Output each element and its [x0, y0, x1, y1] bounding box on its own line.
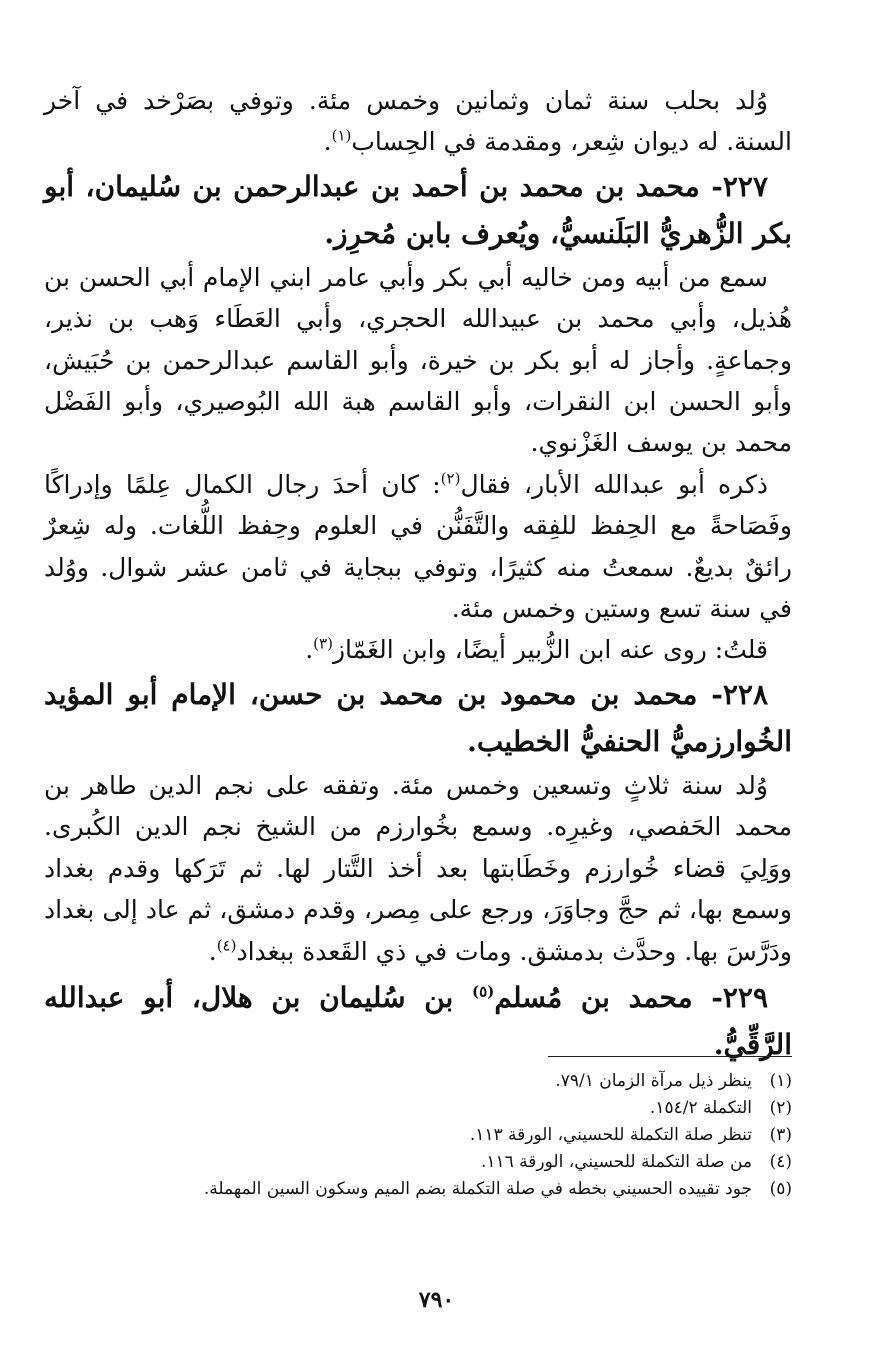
footnote-text: ينظر ذيل مرآة الزمان ٧٩/١.: [555, 1071, 752, 1091]
footnote-text: التكملة ١٥٤/٢.: [649, 1098, 752, 1118]
footnote-ref-3[interactable]: (٣): [313, 635, 333, 654]
paragraph-abbar-quote: [44, 464, 792, 630]
paragraph-biography-228: [44, 765, 792, 972]
paragraph-text: .: [208, 936, 217, 966]
footnote-number: (٤): [769, 1152, 792, 1172]
paragraph-text: ذكره أبو عبدالله الأبار، فقال: [460, 469, 768, 499]
main-text: [44, 80, 792, 1068]
entry-heading-229: [44, 974, 792, 1068]
entry-heading-228: ٢٢٨- محمد بن محمود بن محمد بن حسن، الإمام أبو المؤيد الخُوارزميُّ الحنفيُّ الخطيب.: [44, 677, 792, 758]
heading-text: ٢٢٩- محمد بن مُسلم: [494, 980, 769, 1014]
footnote-text: من صلة التكملة للحسيني، الورقة ١١٦.: [480, 1152, 752, 1172]
paragraph-teachers: سمع من أبيه ومن خاليه أبي بكر وأبي عامر ابني الإمام أبي الحسن بن هُذيل، وأبي محمد بن عبيدالله الحجري، وأبي العَطَاء وَهب بن نذير، وجماعةٍ. وأجاز له أبو بكر بن خيرة، وأبو القاسم عبدالرحمن بن حُبَيش، وأبو الحسن ابن النقرات، وأبو القاسم هبة الله البُوصيري، وأبو الفَضْل محمد بن يوسف الغَزْنوي.: [44, 262, 792, 458]
footnote-ref-4[interactable]: (٤): [216, 936, 237, 955]
paragraph-text: وُلد سنة ثلاثٍ وتسعين وخمس مئة. وتفقه على نجم الدين طاهر بن محمد الحَفصي، وغيرِه. وسمع بخُوارزم من الشيخ نجم الدين الكُبرى. ووَلِيَ قضاء خُوارزم وخَطَابتها بعد أخذ التَّتار لها. ثم تَرَكها وقدم بغداد وسمع بها، ثم حجَّ وجاوَرَ، ورجع على مِصر، وقدم دمشق، ثم عاد إلى بغداد ودَرَّسَ بها. وحدَّث بدمشق. ومات في ذي القَعدة ببغداد: [44, 770, 792, 966]
heading-text: بن سُليمان بن هلال، أبو عبدالله الرَّقِّيُّ.: [44, 980, 792, 1061]
page-number: ٧٩٠: [418, 1287, 455, 1313]
footnote-number: (٥): [769, 1179, 792, 1199]
footnote-ref-2[interactable]: (٢): [440, 469, 461, 488]
paragraph-text: قلتُ: روى عنه ابن الزُّبير أيضًا، وابن الغَمّاز: [332, 635, 768, 665]
footnote-item: [72, 1149, 792, 1176]
paragraph-birth-death: وُلد بحلب سنة ثمان وثمانين وخمس مئة. وتوفي بصَرْخد في آخر السنة. له ديوان شِعر، ومقدمة في الحِساب$^{(١)}$.: [44, 86, 792, 157]
footnote-number: (٣): [769, 1125, 792, 1145]
footnote-number: (١): [769, 1071, 792, 1091]
footnote-ref-1[interactable]: (١): [331, 127, 352, 146]
footnote-ref-5[interactable]: (٥): [472, 982, 495, 1001]
paragraph-text: .: [305, 635, 314, 665]
footnote-item: [72, 1095, 792, 1122]
footnote-text: جود تقييده الحسيني بخطه في صلة التكملة بضم الميم وسكون السين المهملة.: [203, 1179, 752, 1199]
paragraph-author-note: [44, 629, 792, 670]
footnote-text: تنظر صلة التكملة للحسيني، الورقة ١١٣.: [469, 1125, 752, 1145]
footnotes: [72, 1068, 792, 1203]
footnote-item: [72, 1122, 792, 1149]
footnote-divider: [548, 1056, 792, 1057]
paragraph-text: وُلد بحلب سنة ثمان وثمانين وخمس مئة. وتوفي بصَرْخد في آخر السنة. له ديوان شِعر، ومقدمة في الحِساب: [44, 86, 792, 157]
entry-heading-227: ٢٢٧- محمد بن محمد بن أحمد بن عبدالرحمن بن سُليمان، أبو بكر الزُّهريُّ البَلَنسيُّ، ويُعرف بابن مُحرِز.: [44, 169, 792, 250]
footnote-item: [72, 1068, 792, 1095]
footnote-item: [72, 1176, 792, 1203]
footnote-number: (٢): [769, 1098, 792, 1118]
paragraph-text: : كان أحدَ رجال الكمال عِلمًا وإدراكًا وفَصَاحةً مع الحِفظ للفِقه والتَّفَنُّن في العلوم وحِفظ اللُّغات. وله شِعرٌ رائقٌ بديعٌ. سمعتُ منه كثيرًا، وتوفي ببجاية في ثامن عشر شوال. ووُلد في سنة تسع وستين وخمس مئة.: [44, 469, 792, 624]
